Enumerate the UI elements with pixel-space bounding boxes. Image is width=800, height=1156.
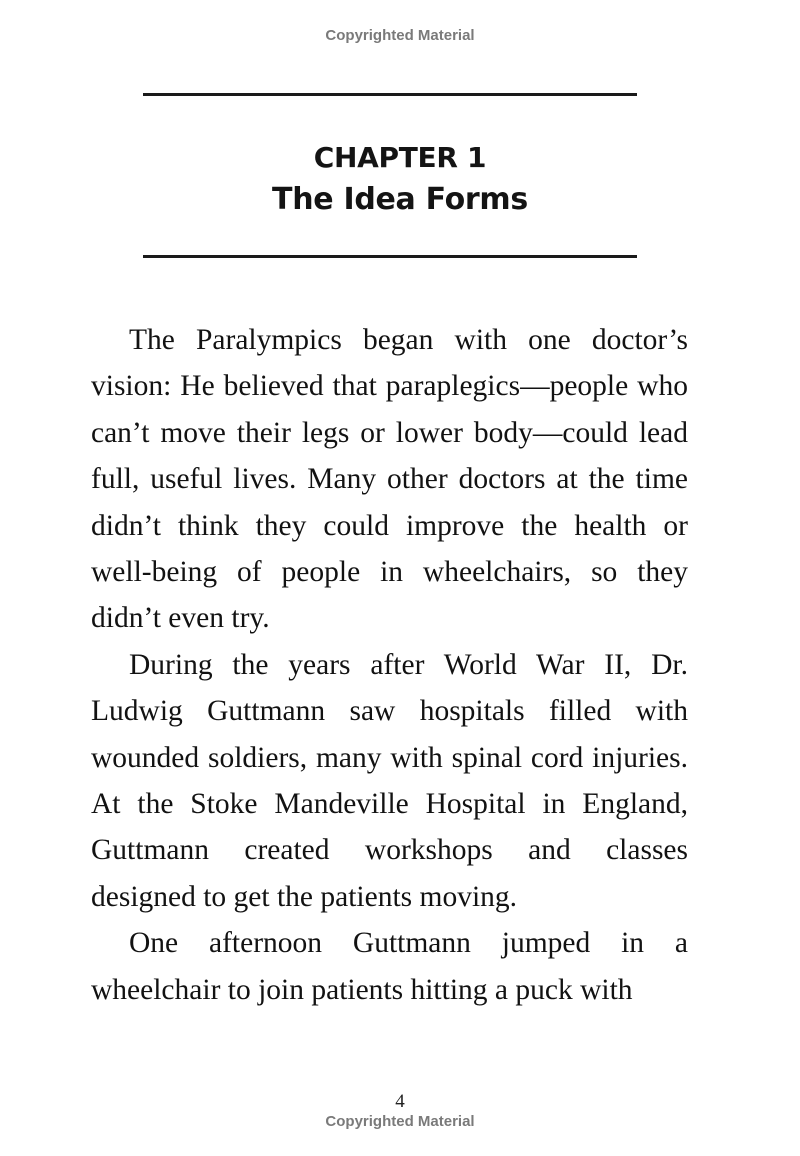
- chapter-divider-top: [143, 93, 637, 96]
- copyright-watermark-bottom: Copyrighted Material: [325, 1113, 475, 1130]
- paragraph-2: During the years after World War II, Dr. Ludwig Guttmann saw hospitals filled with wounded soldiers, many with spinal cord injuries. At the Stoke Mandeville Hospital in England, Guttmann created workshops and classes designed to get the patients moving.: [91, 648, 688, 913]
- chapter-label: CHAPTER 1: [313, 141, 487, 174]
- paragraph-1: The Paralympics began with one doctor’s vision: He believed that paraplegics—people who can’t move their legs or lower body—could lead full, useful lives. Many other doctors at the time didn’t think they could improve the health or well-being of people in wheelchairs, so they didn’t even try.: [91, 324, 688, 635]
- page-number: 4: [395, 1091, 405, 1112]
- chapter-heading: [0, 138, 800, 222]
- paragraph-3: One afternoon Guttmann jumped in a wheelchair to join patients hitting a puck with: [91, 927, 688, 1006]
- chapter-title: The Idea Forms: [272, 182, 528, 217]
- chapter-body: [91, 317, 688, 1013]
- copyright-watermark-top: Copyrighted Material: [325, 27, 475, 44]
- chapter-divider-bottom: [143, 255, 637, 258]
